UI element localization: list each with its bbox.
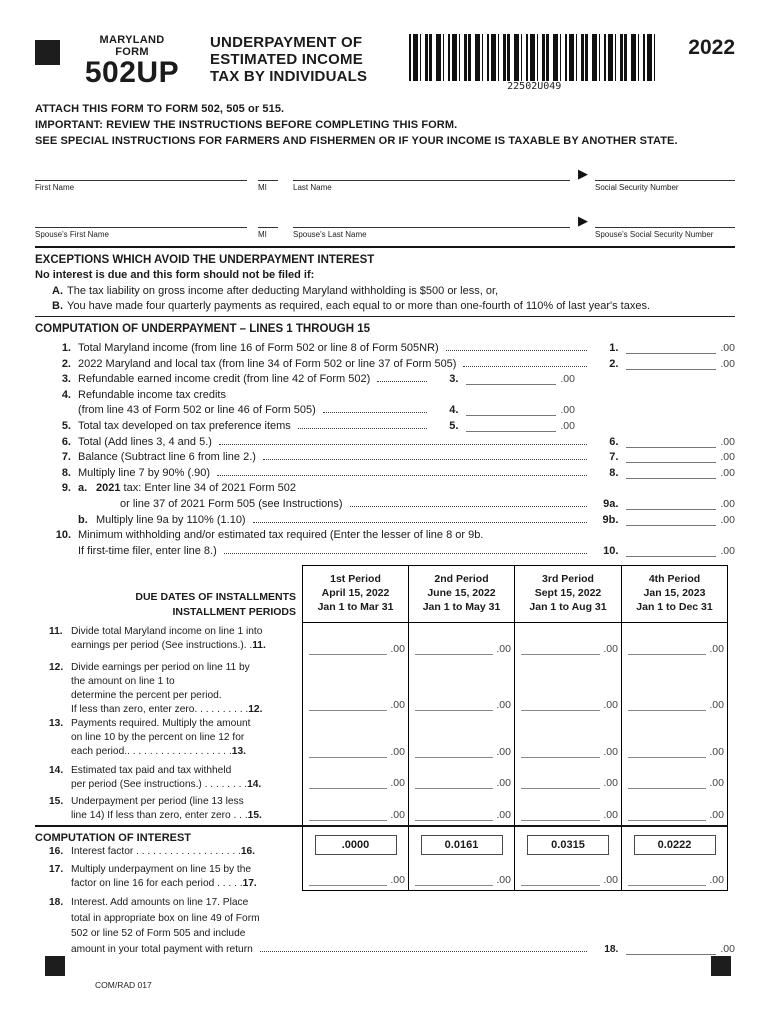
line11-period1-field[interactable] [309, 643, 387, 655]
dotted-leader [263, 459, 587, 460]
first-name-label: First Name [35, 183, 75, 192]
taxpayer-row [35, 165, 735, 192]
spouse-mi-field[interactable] [258, 212, 278, 228]
registration-mark [35, 40, 60, 65]
line11-period4-field[interactable] [628, 643, 706, 655]
arrow-icon: ▶ [578, 213, 588, 228]
line12-period3-field[interactable] [521, 699, 600, 711]
line13-period4-field[interactable] [628, 746, 706, 758]
exceptions-heading: EXCEPTIONS WHICH AVOID THE UNDERPAYMENT INTEREST [35, 254, 375, 266]
line-9a-text: 9. a. 2021 tax: Enter line 34 of 2021 Form 502 [61, 482, 296, 495]
registration-mark [45, 956, 65, 976]
line9a-amount-field[interactable] [626, 497, 716, 510]
line-9a: or line 37 of 2021 Form 505 (see Instructions) 9a. .00 [120, 498, 735, 511]
line13-period3-field[interactable] [521, 746, 600, 758]
line1-amount-field[interactable] [626, 341, 716, 354]
line-4: (from line 43 of Form 502 or line 46 of Form 505) 4. .00 [78, 404, 575, 417]
line-5: 5. Total tax developed on tax preference items 5. .00 [61, 420, 575, 433]
form-header [35, 34, 735, 92]
line-8: 8. Multiply line 7 by 90% (.90) 8. .00 [61, 466, 735, 479]
period-header-2: 2nd Period June 15, 2022 Jan 1 to May 31 [408, 565, 514, 623]
line3-amount-field[interactable] [466, 372, 556, 385]
line-3: 3. Refundable earned income credit (from line 42 of Form 502) 3. .00 [61, 373, 575, 386]
ssn-field[interactable] [595, 165, 735, 181]
registration-mark [711, 956, 731, 976]
line14-period2-field[interactable] [415, 777, 493, 789]
line11-period2-field[interactable] [415, 643, 493, 655]
form-id-block [78, 34, 186, 88]
line-10: If first-time filer, enter line 8.) 10. .00 [78, 544, 735, 557]
line12-period4-field[interactable] [628, 699, 706, 711]
line-7: 7. Balance (Subtract line 6 from line 2.) 7. .00 [61, 451, 735, 464]
dotted-leader [323, 412, 428, 413]
dotted-leader [217, 475, 587, 476]
spouse-mi-label: MI [258, 230, 267, 239]
spouse-row [35, 212, 735, 239]
spouse-last-name-field[interactable] [293, 212, 570, 228]
form-number: 502UP [84, 56, 180, 89]
exception-b-wrap [35, 299, 735, 317]
spouse-ssn-label: Spouse's Social Security Number [595, 230, 714, 239]
line15-period2-field[interactable] [415, 809, 493, 821]
line-18: amount in your total payment with return 18. .00 [71, 942, 735, 955]
line-18-text-1: 18. Interest. Add amounts on line 17. Place [49, 897, 249, 909]
dotted-leader [350, 506, 588, 507]
first-name-field[interactable] [35, 165, 247, 181]
line-14-label: 14. Estimated tax paid and tax withheld per period (See instructions.) . . . . . . . .14. [49, 764, 262, 790]
line13-period1-field[interactable] [309, 746, 387, 758]
line17-period1-field[interactable] [309, 874, 387, 886]
line-18-section [35, 893, 735, 955]
spouse-last-name-label: Spouse's Last Name [293, 230, 367, 239]
barcode-text: 22502U049 [507, 81, 562, 92]
exception-b: B. You have made four quarterly payments as required, each equal to or more than one-fourth of 110% of last year's taxes. [52, 300, 650, 312]
notice-important: IMPORTANT: REVIEW THE INSTRUCTIONS BEFORE COMPLETING THIS FORM. [35, 119, 458, 131]
spouse-first-name-label: Spouse's First Name [35, 230, 109, 239]
dotted-leader [446, 350, 588, 351]
exceptions-section [35, 253, 735, 317]
line-9b: b. Multiply line 9a by 110% (1.10) 9b. .00 [78, 513, 735, 526]
line-15-label: 15. Underpayment per period (line 13 less line 14) If less than zero, enter zero . . .15. [49, 795, 262, 821]
line-16-label: COMPUTATION OF INTEREST 16. Interest factor . . . . . . . . . . . . . . . . . . .16. [35, 825, 302, 861]
line-12-label: 12. Divide earnings per period on line 11 by the amount on line 1 to determine the percent per period. If less than zero, enter zero. . . . . . . . . .12. [49, 661, 263, 715]
spouse-ssn-field[interactable] [595, 212, 735, 228]
spouse-first-name-field[interactable] [35, 212, 247, 228]
interest-factor-box: .0000 [315, 835, 397, 855]
form-word: FORM [115, 46, 149, 58]
line-18-text-2: total in appropriate box on line 49 of Form [71, 912, 260, 924]
form-title: UNDERPAYMENT OF ESTIMATED INCOME TAX BY INDIVIDUALS [210, 34, 368, 85]
line17-period2-field[interactable] [415, 874, 493, 886]
period-header-1: 1st Period April 15, 2022 Jan 1 to Mar 31 [302, 565, 408, 623]
line-1: 1. Total Maryland income (from line 16 of Form 502 or line 8 of Form 505NR) 1. .00 [61, 342, 735, 355]
dotted-leader [253, 522, 588, 523]
line6-amount-field[interactable] [626, 435, 716, 448]
barcode [409, 34, 659, 81]
line15-period4-field[interactable] [628, 809, 706, 821]
line7-amount-field[interactable] [626, 450, 716, 463]
interest-factor-box: 0.0161 [421, 835, 503, 855]
notice-special: SEE SPECIAL INSTRUCTIONS FOR FARMERS AND FISHERMEN OR IF YOUR INCOME IS TAXABLE BY ANOTHER STATE. [35, 135, 678, 147]
interest-heading: COMPUTATION OF INTEREST [35, 831, 192, 844]
last-name-label: Last Name [293, 183, 332, 192]
exception-a: A. The tax liability on gross income after deducting Maryland withholding is $500 or less, or, [52, 284, 499, 297]
line5-amount-field[interactable] [466, 419, 556, 432]
dotted-leader [298, 428, 428, 429]
exceptions-subheading: No interest is due and this form should not be filed if: [35, 269, 315, 281]
computation-underpayment-section [35, 322, 735, 557]
notices [35, 101, 735, 149]
line2-amount-field[interactable] [626, 357, 716, 370]
installment-headings: DUE DATES OF INSTALLMENTS INSTALLMENT PERIODS [135, 590, 296, 618]
dotted-leader [224, 553, 588, 554]
line18-amount-field[interactable] [626, 942, 716, 955]
footer-code: COM/RAD 017 [95, 980, 152, 990]
interest-factor-box: 0.0222 [634, 835, 716, 855]
line-10-text: 10. Minimum withholding and/or estimated tax required (Enter the lesser of line 8 or 9b. [55, 529, 484, 542]
arrow-icon: ▶ [578, 166, 588, 181]
period-header-3: 3rd Period Sept 15, 2022 Jan 1 to Aug 31 [514, 565, 621, 623]
line-17-label: 17. Multiply underpayment on line 15 by the factor on line 16 for each period . . . . .17. [49, 863, 257, 889]
form-state: MARYLAND [99, 34, 165, 46]
identity-section [35, 165, 735, 248]
line17-period4-field[interactable] [628, 874, 706, 886]
dotted-leader [260, 951, 588, 952]
section-divider [35, 246, 735, 248]
notice-attach: ATTACH THIS FORM TO FORM 502, 505 or 515. [35, 103, 285, 115]
computation-heading: COMPUTATION OF UNDERPAYMENT – LINES 1 THROUGH 15 [35, 322, 371, 335]
line17-period3-field[interactable] [521, 874, 600, 886]
installment-table: DUE DATES OF INSTALLMENTS INSTALLMENT PERIODS 1st Period April 15, 2022 Jan 1 to Mar 31 2nd Period June 15, 2022 Jan 1 to May 31 3rd Period Sept 15, 2022 Jan 1 to Aug 31 4th Period Jan 15, 2023 Jan 1 to Dec 31 11. Divide total Maryland income on line 1 into earnings per period (See instructions.). .11. .00 .00 .00 .00 12. Divide earnings per period on line 11 by the amount on line 1 to determine the percent per period. If less than zero, enter zero. . . . . . . . . .12. .00 .00 .00 .00 13. Payments required. Multiply the amount on line 10 by the percent on line 12 for each period.. . . . . . . . . . . . . . . . . . .13. .00 .00 .00 .00 14. Estimated tax paid and tax withheld per period (See instructions.) . . . . . . . .14. .00 .00 .00 .00 15. Underpayment per period (line 13 less line 14) If less than zero, enter zero . . .15. .00 .00 .00 .00 COMPUTATION OF INTEREST 16. Interest factor . . . . . . . . . . . . . . . . . . .16. .0000 0.0161 0.0315 0.0222 17. Multiply underpayment on line 15 by the factor on line 16 for each period . . . . .17. .00 .00 .00 .00 [35, 565, 735, 891]
last-name-field[interactable] [293, 165, 570, 181]
line9b-amount-field[interactable] [626, 513, 716, 526]
line-2: 2. 2022 Maryland and local tax (from line 34 of Form 502 or line 37 of Form 505) 2. .00 [61, 357, 735, 370]
barcode-block [409, 34, 659, 92]
dotted-leader [463, 366, 587, 367]
ssn-label: Social Security Number [595, 183, 679, 192]
interest-factor-box: 0.0315 [527, 835, 609, 855]
line-13-label: 13. Payments required. Multiply the amount on line 10 by the percent on line 12 for each period.. . . . . . . . . . . . . . . . . . .13. [49, 717, 251, 757]
dotted-leader [377, 381, 427, 382]
line13-period2-field[interactable] [415, 746, 493, 758]
dotted-leader [219, 444, 587, 445]
line-11-label: 11. Divide total Maryland income on line 1 into earnings per period (See instructions.). .11. [49, 625, 266, 651]
line-6: 6. Total (Add lines 3, 4 and 5.) 6. .00 [61, 435, 735, 448]
line15-period1-field[interactable] [309, 809, 387, 821]
line14-period3-field[interactable] [521, 777, 600, 789]
line11-period3-field[interactable] [521, 643, 600, 655]
line-4-text: 4. Refundable income tax credits [61, 388, 226, 401]
line15-period3-field[interactable] [521, 809, 600, 821]
line14-period4-field[interactable] [628, 777, 706, 789]
period-header-4: 4th Period Jan 15, 2023 Jan 1 to Dec 31 [621, 565, 728, 623]
mi-label: MI [258, 183, 267, 192]
line8-amount-field[interactable] [626, 466, 716, 479]
line-18-text-3: 502 or line 52 of Form 505 and include [71, 928, 246, 940]
tax-year: 2022 [688, 36, 735, 59]
line12-period1-field[interactable] [309, 699, 387, 711]
line4-amount-field[interactable] [466, 403, 556, 416]
line12-period2-field[interactable] [415, 699, 493, 711]
line10-amount-field[interactable] [626, 544, 716, 557]
line14-period1-field[interactable] [309, 777, 387, 789]
mi-field[interactable] [258, 165, 278, 181]
